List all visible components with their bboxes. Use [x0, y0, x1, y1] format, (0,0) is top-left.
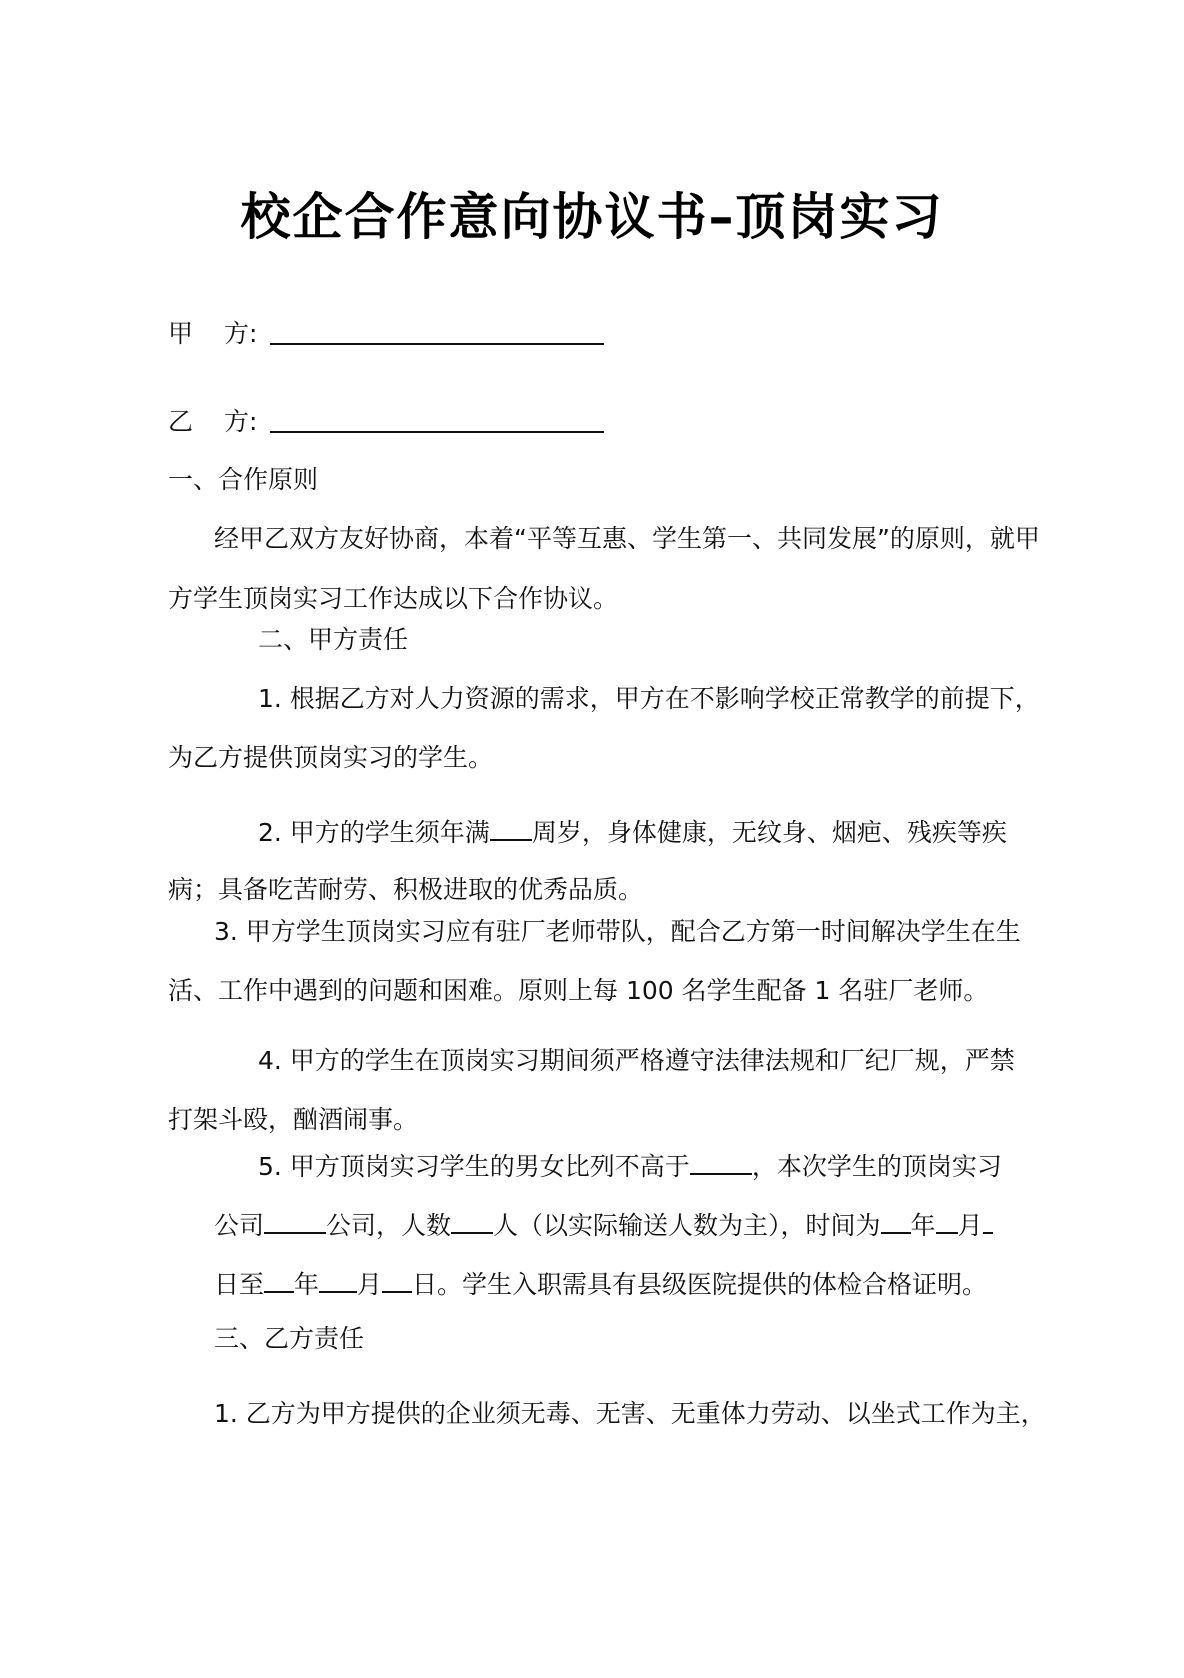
party-b-blank-line — [270, 431, 604, 433]
section2-item2-line1 — [258, 815, 1007, 849]
party-a-label: 甲 — [168, 319, 194, 348]
party-b-label: 乙 — [168, 407, 194, 436]
party-b-colon: 方: — [224, 407, 258, 436]
item5-end-month-label: 月 — [357, 1270, 383, 1299]
item5-day-to: 日至 — [214, 1270, 265, 1299]
ratio-blank — [690, 1149, 752, 1175]
company-blank — [264, 1208, 326, 1234]
item5-company-label: 公司 — [214, 1211, 265, 1240]
section3-heading: 三、乙方责任 — [214, 1324, 365, 1353]
section2-item5-line2 — [214, 1208, 993, 1242]
section3-item1-line1: 1. 乙方为甲方提供的企业须无毒、无害、无重体力劳动、以坐式工作为主， — [214, 1399, 1046, 1428]
item2-text-b: 周岁，身体健康，无纹身、烟疤、残疾等疾 — [531, 818, 1007, 847]
section2-item3-line2: 活、工作中遇到的问题和困难。原则上每 100 名学生配备 1 名驻厂老师。 — [168, 976, 989, 1005]
section2-item1-line1: 1. 根据乙方对人力资源的需求，甲方在不影响学校正常教学的前提下， — [258, 684, 1040, 713]
section2-item4-line2: 打架斗殴，酗酒闹事。 — [168, 1105, 419, 1134]
item5-time-label: 人（以实际输送人数为主），时间为 — [493, 1211, 881, 1240]
item5-month-label: 月 — [957, 1211, 983, 1240]
start-day-blank — [983, 1208, 993, 1234]
section1-heading: 一、合作原则 — [168, 465, 319, 494]
party-a-blank-line — [270, 343, 604, 345]
end-day-blank — [382, 1267, 412, 1293]
end-year-blank — [264, 1267, 294, 1293]
section2-item3-line1: 3. 甲方学生顶岗实习应有驻厂老师带队，配合乙方第一时间解决学生在生 — [214, 917, 1021, 946]
end-month-blank — [319, 1267, 357, 1293]
headcount-blank — [451, 1208, 493, 1234]
item5-year-label: 年 — [910, 1211, 936, 1240]
section2-heading: 二、甲方责任 — [258, 625, 409, 654]
item2-text-a: 2. 甲方的学生须年满 — [258, 818, 490, 847]
section2-item4-line1: 4. 甲方的学生在顶岗实习期间须严格遵守法律法规和厂纪厂规，严禁 — [258, 1046, 1015, 1075]
start-year-blank — [881, 1208, 911, 1234]
section1-paragraph-line1: 经甲乙双方友好协商，本着“平等互惠、学生第一、共同发展”的原则，就甲 — [214, 524, 1040, 553]
item5-text-b: ，本次学生的顶岗实习 — [751, 1152, 1002, 1181]
section2-item1-line2: 为乙方提供顶岗实习的学生。 — [168, 743, 494, 772]
start-month-blank — [936, 1208, 958, 1234]
item5-end-year-label: 年 — [294, 1270, 320, 1299]
section2-item5-line1 — [258, 1149, 1002, 1183]
section1-paragraph-line2: 方学生顶岗实习工作达成以下合作协议。 — [168, 584, 619, 613]
section2-item5-line3 — [214, 1267, 987, 1301]
party-a-colon: 方: — [224, 319, 258, 348]
document-title: 校企合作意向协议书–顶岗实习 — [240, 188, 944, 246]
item5-company-suffix: 公司，人数 — [326, 1211, 452, 1240]
item5-text-a: 5. 甲方顶岗实习学生的男女比列不高于 — [258, 1152, 690, 1181]
section2-item2-line2: 病；具备吃苦耐劳、积极进取的优秀品质。 — [168, 875, 644, 904]
age-blank — [490, 815, 532, 841]
item5-end-text: 日。学生入职需具有县级医院提供的体检合格证明。 — [412, 1270, 988, 1299]
